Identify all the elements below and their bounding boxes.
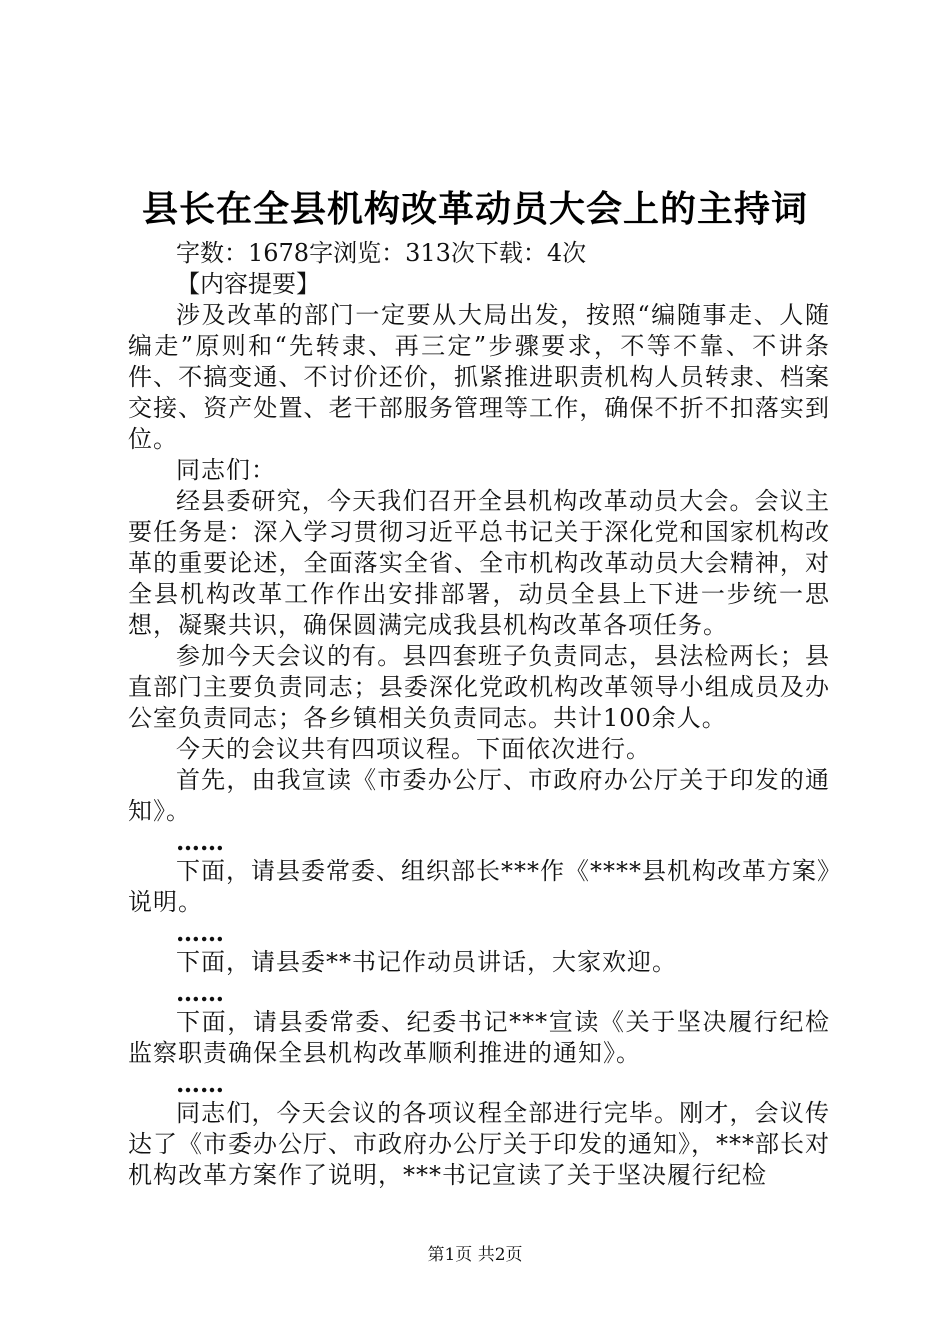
salutation: 同志们： [176,456,276,484]
document-body [128,238,830,1191]
summary-paragraph: 涉及改革的部门一定要从大局出发，按照“编随事走、人随编走”原则和“先转隶、再三定”步骤要求，不等不靠、不讲条件、不搞变通、不讨价还价，抓紧推进职责机构人员转隶、档案交接、资产处置、老干部服务管理等工作，确保不折不扣落实到位。 [128,301,830,453]
body-paragraph: 经县委研究，今天我们召开全县机构改革动员大会。会议主要任务是：深入学习贯彻习近平总书记关于深化党和国家机构改革的重要论述，全面落实全省、全市机构改革动员大会精神，对全县机构改革工作作出安排部署，动员全县上下进一步统一思想，凝聚共识，确保圆满完成我县机构改革各项任务。 [128,487,830,639]
ellipsis-line: …… [176,918,224,947]
body-paragraph: 同志们，今天会议的各项议程全部进行完毕。刚才，会议传达了《市委办公厅、市政府办公厅关于印发的通知》，***部长对机构改革方案作了说明，***书记宣读了关于坚决履行纪检 [128,1099,830,1189]
document-stats: 字数：1678字浏览：313次下载：4次 [176,239,587,267]
ellipsis-line: …… [176,978,224,1007]
ellipsis-line: …… [176,1069,224,1098]
body-paragraph: 下面，请县委常委、纪委书记***宣读《关于坚决履行纪检监察职责确保全县机构改革顺利推进的通知》。 [128,1008,830,1067]
body-paragraph: 今天的会议共有四项议程。下面依次进行。 [176,735,651,763]
document-title: 县长在全县机构改革动员大会上的主持词 [141,188,808,230]
body-paragraph: 下面，请县委常委、组织部长***作《****县机构改革方案》说明。 [128,857,830,916]
summary-heading: 【内容提要】 [176,270,320,298]
body-paragraph: 下面，请县委**书记作动员讲话，大家欢迎。 [176,948,677,976]
ellipsis-line: …… [176,827,224,856]
body-paragraph: 参加今天会议的有。县四套班子负责同志，县法检两长；县直部门主要负责同志；县委深化党政机构改革领导小组成员及办公室负责同志；各乡镇相关负责同志。共计100余人。 [128,642,830,732]
body-paragraph: 首先，由我宣读《市委办公厅、市政府办公厅关于印发的通知》。 [128,766,830,825]
page-number: 第1页 共2页 [427,1245,523,1265]
